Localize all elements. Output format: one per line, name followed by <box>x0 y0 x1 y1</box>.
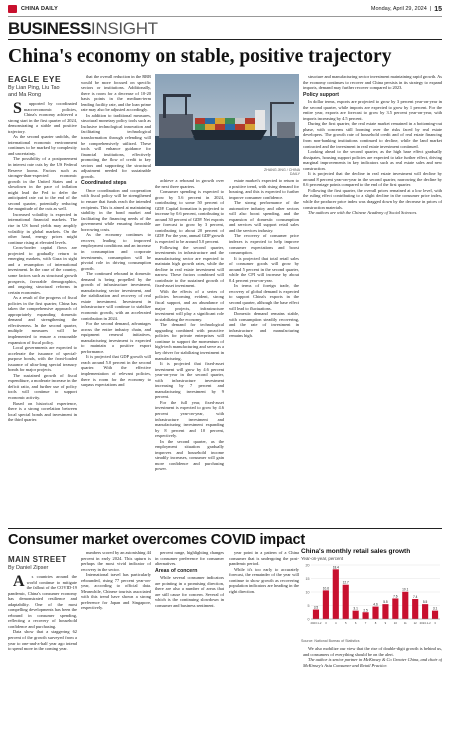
paragraph: percent range, highlighting changes in consumer preference for consumer alternatives. <box>155 550 224 567</box>
x-tick-label: 2023.1-2 <box>310 621 322 625</box>
section-title-bold: BUSINESS <box>8 19 91 38</box>
paragraph: It is projected that GDP growth will reach around 5.0 percent in the second quarter. With the effective implementation of relevant policies, there is room for the economy to surpass expectations and <box>81 354 151 388</box>
x-tick-label: 10 <box>393 621 397 625</box>
bar-value-label: 7.6 <box>393 594 398 599</box>
article-photo <box>155 74 299 166</box>
date-and-page <box>371 6 442 13</box>
article1-column-2 <box>81 74 151 521</box>
paragraph: that the overall reduction in the RRR would be more focused on specific sectors or institutions. Additionally, there is room for a decrease of 10-20 basis points in the medium-term lending facility rate, and the loan prime rate may also be adjusted accordingly. <box>81 74 151 113</box>
paragraph: The sustained growth of fiscal expenditure, a moderate increase in the deficit ratio, and further use of policy tools will continue to support economic activity. <box>8 372 77 400</box>
byline-line: and Ma Rong <box>8 92 42 98</box>
author-note: The authors are with the Chinese Academy of Social Sciences. <box>308 210 418 216</box>
article1-kicker: EAGLE EYE <box>8 74 62 84</box>
paragraph: It is projected that total retail sales of consumer goods will grow by around 5 percent in the second quarter, while the CPI will increase by about 0.4 percent year-on-year. <box>229 255 299 283</box>
bar-value-label: 7.4 <box>412 595 418 600</box>
chart-bar <box>333 569 339 619</box>
paragraph: Supported by coordinated macroeconomic policies, China's economy achieved a strong start in the first quarter of 2024, demonstrating a stable and positive trajectory. <box>8 101 77 134</box>
paragraph: It is projected that the decline in real estate investment will decline by around 8 percent year-on-year in the second quarter, narrowing the decline by 0.6 percentage points compared to the end of the first quarter. <box>303 171 442 188</box>
chart-bar <box>412 599 418 619</box>
cargo-ship-photo-icon <box>155 74 299 166</box>
article2-column-3 <box>155 550 224 742</box>
top-bar <box>8 3 442 15</box>
chart-bar <box>422 604 428 619</box>
article-separator <box>8 528 442 529</box>
article2-column-4 <box>229 550 299 742</box>
container-stack <box>195 118 255 130</box>
section-title-light: INSIGHT <box>90 19 158 38</box>
paragraph: Local governments are expected to accelerate the issuance of special-purpose bonds, with the front-loaded issuance of ultra-long special treasury bonds for major projects. <box>8 345 77 373</box>
paragraph: In the second quarter, as the employment situation gradually improves and household income steadily increases, consumer will gain more confidence and purchasing power. <box>155 438 224 472</box>
top-rule <box>8 16 442 17</box>
bar-value-label: 10.1 <box>402 587 409 592</box>
article1-headline: China's economy on stable, positive trajectory <box>8 46 392 67</box>
paper-name: CHINA DAILY <box>21 6 58 12</box>
paragraph: During the first quarter, the real estate market remained in a bottoming-out phase, with concerns still looming over the risks faced by real estate developers. The growth rate of household credit and of real estate financing from non-banking institutions continued to decline, while the land market contracted and the investment in real estate investment continued. <box>303 121 442 149</box>
section-rule <box>8 39 442 40</box>
subheading: Policy support <box>303 91 340 98</box>
paragraph: Looking ahead to the second quarter, as the high base effect gradually dissipates, housing support policies are expected to take further effect, driving marginal improvements in key indicators such as real estate sales and new construction. <box>303 149 442 171</box>
china-daily-logo-icon <box>8 5 17 13</box>
x-tick-label: 2024.1-2 <box>419 621 431 625</box>
bar-value-label: 18.4 <box>332 565 339 570</box>
chart-bar <box>392 598 398 619</box>
x-tick-label: 11 <box>403 621 407 625</box>
paragraph: achieve a rebound in growth over the next three quarters. <box>155 178 224 189</box>
chart-bar <box>323 590 329 619</box>
bar-value-label: 3.1 <box>353 606 358 611</box>
chart-source: Source: National Bureau of Statistics <box>301 639 360 643</box>
paragraph: As countries around the world continue to mitigate the fallout of the COVID-19 pandemic, China's consumer economy has demonstrated resilience and adaptability. One of the most compelling developments has been the rebound in consumer spending, reflecting a recovery of household confidence and purchasing. <box>8 574 77 629</box>
paragraph: Increased volatility is expected in international financial markets. The rise in US bond yields may amplify volatility in global markets. On the other hand, energy prices might continue rising at elevated levels. <box>8 211 77 245</box>
paragraph: estate market's expected to return to a positive trend, with rising demand for housing, and this is expected to further improve consumer confidence. <box>229 178 299 200</box>
paragraph: In dollar terms, exports are projected to grow by 3 percent year-on-year in the second quarter, while imports are expected to grow by 1 percent. For the entire year, exports are forecast to grow by 3.5 percent year-on-year, with imports increasing by 4.5 percent. <box>303 99 442 121</box>
article1-column-1 <box>8 101 77 521</box>
x-tick-label: 7 <box>364 621 367 625</box>
chart-bar <box>363 612 369 619</box>
chart-bar <box>402 592 408 619</box>
y-tick-label: 15 <box>305 576 310 581</box>
paragraph: numbers scored by an astonishing 44 percent in early 2024. This upturn is perhaps the most vivid indicator of recovery in the sector. <box>81 550 151 572</box>
paragraph: As a result of the progress of fiscal policies in the first quarter, China has taken the comprehensive approach of appropriately expanding domestic demand and strengthening the effectiveness. In the second quarter, multiple measures will be implemented to ensure a reasonable expansion of fiscal policy. <box>8 295 77 345</box>
paragraph: In addition to traditional measures, structural monetary policy tools such as Inclusive technological innovation and facilitating technological transformation through relending will be comprehensively utilized. These tools will enhance guidance for financial institutions, effectively promoting the flow of credit to key sectors and supporting the structural adjustment needed for sustainable growth. <box>81 112 151 179</box>
x-tick-label: 5 <box>344 621 347 625</box>
x-tick-label: 3 <box>325 621 327 625</box>
bar-value-label: 10.6 <box>322 586 329 591</box>
paragraph: While it's too early to accurately forecast, the remainder of the year will continue to show growth as recovering population indicators are heading in the right direction. <box>229 566 299 594</box>
paragraph: For the full year, fixed-asset investment is expected to grow by 4.6 percent year-on-year, with infrastructure investment and manufacturing investment expanding by 8 percent and 10 percent, respectively. <box>155 399 224 439</box>
chart-bar <box>313 610 319 619</box>
y-tick-label: 10 <box>305 590 310 595</box>
paragraph: Consumer spending is expected to grow by 5.6 percent in 2024, contributing to some 50 percent of GDP. Capital formation is projected to increase by 0.6 percent, contributing to around 30 percent of GDP. Net exports are forecast to grow by 3 percent, contributing to about 20 percent of GDP. For the year, annual GDP growth is expected to be around 5.0 percent. <box>155 189 224 245</box>
chart-title: China's monthly retail sales growth <box>301 548 411 555</box>
paragraph: For the second demand, advantages across the entire industry chain, and equipment renewal initiatives, manufacturing investment is expected to maintain a positive export performance. <box>81 321 151 354</box>
article2-byline: By Daniel Zipser <box>8 565 49 571</box>
article1-column-3 <box>155 178 224 521</box>
x-tick-label: 6 <box>354 621 357 625</box>
article2-column-5 <box>303 646 442 742</box>
separator: | <box>429 6 432 12</box>
paragraph: Following the first quarter, the overall prices remained at a low level, with the ruling effect contributing to a slight decline in the consumer price index, while the producer price index was dragged down by the decrease in prices of construction materials. <box>303 187 442 210</box>
paragraph: Data show that a staggering 62 percent of the growth surveyed from a year to one-and-a-half year ago intend to spend more in the coming year. <box>8 629 77 652</box>
chart-bar <box>432 611 438 619</box>
paragraph: While several consumer indicators are pointing in a promising direction, there are also a number of areas that are still cause for concern. Several of which is the continuing slowdown in consumer and business sentiment. <box>155 575 224 608</box>
paragraph: As the second quarter unfolds, the international economic environment continues to be marked by complexity and uncertainty. <box>8 134 77 156</box>
chart-bar <box>343 585 349 619</box>
x-tick-label: 8 <box>374 621 377 625</box>
paragraph: With the effects of a series of policies becoming evident, strong fiscal support, and an abundance of major projects, infrastructure investment will play a significant role in stabilizing the economy. <box>155 288 224 322</box>
masthead <box>8 5 58 13</box>
byline-line: By Lian Ping, Liu Tao <box>8 85 60 91</box>
article2-column-2 <box>81 550 151 742</box>
retail-sales-chart <box>301 548 442 638</box>
x-tick-label: 12 <box>413 621 417 625</box>
y-tick-label: 20 <box>305 563 310 568</box>
paragraph: The strong performance of the automotive industry and other sectors will also boost spending, and the expansion of domestic consumption and services will support retail sales and the services industry. <box>229 200 299 233</box>
bar-value-label: 4.6 <box>373 602 378 607</box>
bar-value-label: 3.5 <box>313 605 319 610</box>
paragraph: The recovery of consumer price indexes is expected to help improve consumer expectations and boost consumption. <box>229 233 299 256</box>
bar-value-label: 5.5 <box>383 600 388 605</box>
paragraph: Cross-border capital flows are projected to gradually return to emerging markets, with Gaza in sight and a resumption of international investment. In the case of the country, some factors such as structural growth prospects, favorable demographics, and ongoing structural reforms in certain economies. <box>8 245 77 295</box>
chart-bar <box>372 607 378 619</box>
paragraph: Following the second quarter, investments in infrastructure and the manufacturing sector are expected to maintain high growth rates, while the decline in real estate investment will narrow. These factors combined will contribute to the sustained growth of fixed-asset investment. <box>155 244 224 289</box>
article2-column-1 <box>8 574 77 742</box>
paragraph: Once coordination and cooperation with fiscal policy will be strengthened to ensure that funds reach the intended recipients. This is aimed at maintaining stability in the bond market and facilitating the financing needs of the government while ensuring favorable borrowing costs. <box>81 187 151 232</box>
paragraph: In terms of foreign trade, the recovery of global demand is expected to support China's exports in the second quarter, although the base effect will lead to fluctuations. <box>229 283 299 311</box>
chart-bar <box>353 611 359 619</box>
photo-credit: ZHANG JING / CHINA DAILY <box>264 168 300 176</box>
paragraph: We also mobilize our view that the rise of double-digit growth is behind us, and consumers of everything should be on the alert. <box>303 646 442 657</box>
subheading: Areas of concern <box>155 567 198 574</box>
article2-kicker: MAIN STREET <box>8 555 67 564</box>
chart-svg <box>301 561 442 631</box>
y-tick-label: 0 <box>307 617 310 622</box>
issue-date: Monday, April 29, 2024 <box>370 6 427 12</box>
paragraph: It is projected that fixed-asset investment will grow by 4.6 percent year-on-year in the second quarter, with infrastructure investment increasing by 7 percent and manufacturing investment by 9 percent. <box>155 361 224 400</box>
y-tick-label: 5 <box>307 603 310 608</box>
x-tick-label: 9 <box>384 621 387 625</box>
author-note: The author is senior partner in McKinsey & Co Greater China, and chair of McKinsey's Asia Consumer and Retail Practice. <box>303 657 442 668</box>
x-tick-label: 3 <box>434 621 436 625</box>
article1-column-4 <box>229 178 299 521</box>
paragraph: The continued rebound in domestic demand is being propelled by the growth of infrastructure investment, manufacturing sector investment, and the stabilization and recovery of real estate investment. Investment in infrastructure will continue to stabilize economic growth, with an accelerated contribution in 2024. <box>81 271 151 321</box>
paragraph: International travel has particularly rebounded, rising 77 percent year-on-year, according to official data. Meanwhile, Chinese tourists associated with this trend have shown a strong preference for Japan and Singapore, respectively. <box>81 572 151 611</box>
paragraph: The demand for technological upgrading combined with proactive policies for private enterprises will continue to support the momentum of high-tech manufacturing and serve as a key driver for stabilizing investment in manufacturing. <box>155 322 224 361</box>
article1-column-5 <box>303 74 442 521</box>
subheading: Coordinated steps <box>81 180 127 187</box>
x-tick-label: 4 <box>335 621 337 625</box>
bar-value-label: 12.7 <box>342 580 349 585</box>
bar-value-label: 3.1 <box>432 606 438 611</box>
page-number: 15 <box>434 5 442 13</box>
chart-subtitle: Year-on-year, percent <box>301 556 344 561</box>
bar-value-label: 5.5 <box>422 600 428 605</box>
paragraph: The possibility of a postponement in interest rate cuts by the US Federal Reserve looms. Factors such as stronger-than-expected economic growth in the United States and a slowdown in the pace of inflation might lead the Fed to defer the anticipated rate cut to the end of the second quarter, potentially reducing the magnitude of the cuts as well. <box>8 156 77 212</box>
paragraph: Based on historical experience, there is a strong correlation between local special bonds and investment in the third quarter. <box>8 400 77 423</box>
section-title <box>8 20 158 38</box>
paragraph: structure and manufacturing sector investment maintaining rapid growth. As the economy continues to recover and China persists in its strategy to expand imports, demand may further recover compared to 2023. <box>303 74 442 91</box>
paragraph: Domestic demand remains stable, with consumption steadily recovering, and the rate of investment in infrastructure and manufacturing remains high. <box>229 311 299 339</box>
article2-headline: Consumer market overcomes COVID impact <box>8 532 306 548</box>
bar-value-label: 2.5 <box>363 608 368 613</box>
paragraph: As the economy continues to recover, leading to improved employment conditions and an increase in consumption and corporate investments, consumption will be pivotal role in driving consumption growth. <box>81 232 151 271</box>
paragraph: year point in a pattern of a China consumer that is undergoing the post-pandemic period. <box>229 550 299 567</box>
chart-bar <box>382 604 388 619</box>
